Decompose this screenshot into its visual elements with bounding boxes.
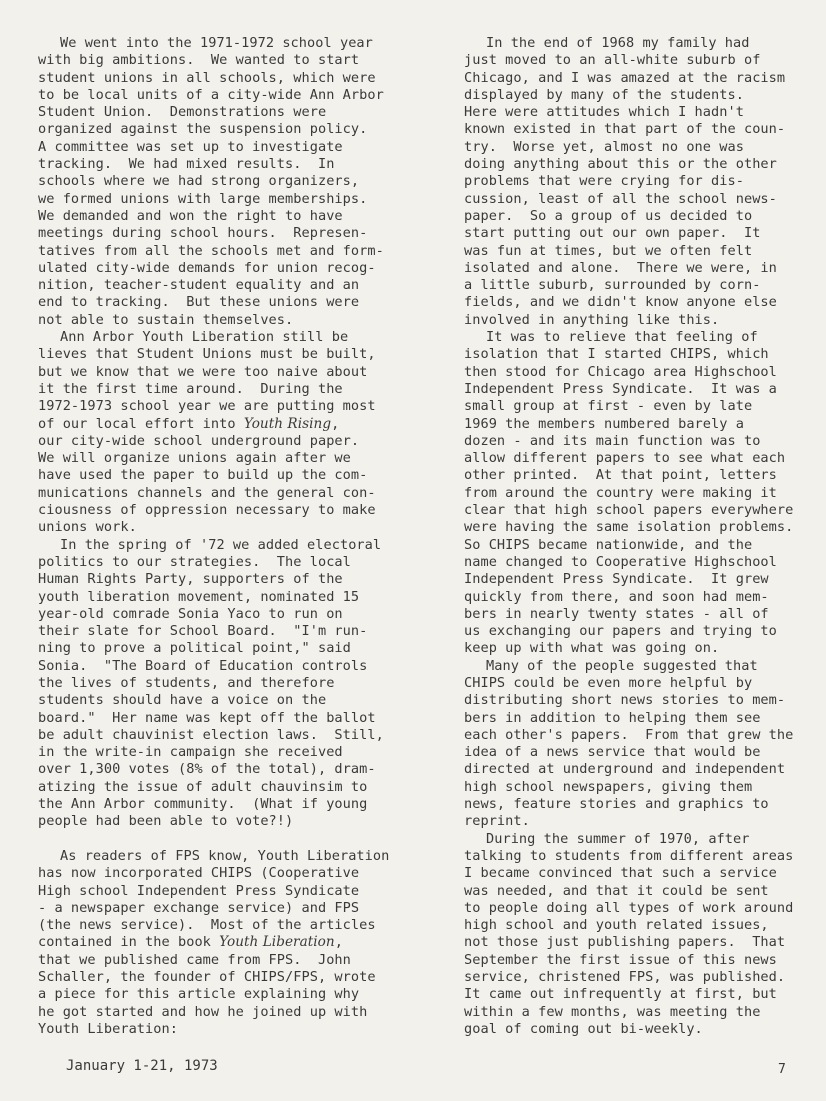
text-line: - a newspaper exchange service) and FPS: [38, 899, 360, 916]
text-line: munications channels and the general con-: [38, 484, 376, 501]
text-line: not those just publishing papers. That: [464, 934, 786, 951]
right-paragraph-3: [464, 658, 814, 831]
text-line: displayed by many of the students.: [464, 86, 744, 103]
text-line: student unions in all schools, which were: [38, 69, 376, 86]
text-line: was fun at times, but we often felt: [464, 242, 753, 259]
text-line: dozen - and its main function was to: [464, 432, 761, 449]
text-line: quickly from there, and soon had mem-: [464, 588, 769, 605]
left-paragraph-4: [38, 848, 418, 1038]
text-line: paper. So a group of us decided to: [464, 207, 753, 224]
text-line: politics to our strategies. The local: [38, 553, 351, 570]
right-paragraph-4: [464, 831, 814, 1039]
text-line: Independent Press Syndicate. It was a: [464, 380, 777, 397]
text-run: contained in the book: [38, 934, 220, 951]
text-line: We demanded and won the right to have: [38, 207, 343, 224]
text-line: meetings during school hours. Represen-: [38, 225, 368, 242]
text-run: ,: [331, 415, 340, 432]
text-line: he got started and how he joined up with: [38, 1003, 368, 1020]
text-line: youth liberation movement, nominated 15: [38, 588, 360, 605]
text-line: try. Worse yet, almost no one was: [464, 138, 744, 155]
text-line: start putting out our own paper. It: [464, 225, 761, 242]
text-line: During the summer of 1970, after: [486, 830, 750, 847]
text-line: We will organize unions again after we: [38, 450, 351, 467]
text-line: keep up with what was going on.: [464, 640, 720, 657]
text-line: organized against the suspension policy.: [38, 121, 368, 138]
text-line: to be local units of a city-wide Ann Arbor: [38, 86, 384, 103]
text-line: idea of a news service that would be: [464, 744, 761, 761]
text-line: service, christened FPS, was published.: [464, 969, 786, 986]
text-run: of our local effort into: [38, 415, 244, 432]
right-column: [464, 35, 814, 1038]
text-line: end to tracking. But these unions were: [38, 294, 360, 311]
text-line: A committee was set up to investigate: [38, 138, 343, 155]
text-line: Youth Liberation:: [38, 1020, 178, 1037]
text-line: Ann Arbor Youth Liberation still be: [60, 329, 349, 346]
text-line: As readers of FPS know, Youth Liberation: [60, 847, 390, 864]
text-line: we formed unions with large memberships.: [38, 190, 368, 207]
text-line: but we know that we were too naive about: [38, 363, 368, 380]
text-line: Schaller, the founder of CHIPS/FPS, wrote: [38, 969, 376, 986]
text-line: over 1,300 votes (8% of the total), dram-: [38, 761, 376, 778]
text-line: then stood for Chicago area Highschool: [464, 363, 777, 380]
text-line: not able to sustain themselves.: [38, 311, 294, 328]
text-line: Student Union. Demonstrations were: [38, 104, 327, 121]
left-paragraph-2: [38, 329, 418, 537]
text-line: bers in nearly twenty states - all of: [464, 605, 769, 622]
text-line: other printed. At that point, letters: [464, 467, 777, 484]
text-line: was needed, and that it could be sent: [464, 882, 769, 899]
text-line: [38, 416, 418, 433]
text-line: people had been able to vote?!): [38, 813, 294, 830]
text-line: have used the paper to build up the com-: [38, 467, 368, 484]
text-line: isolation that I started CHIPS, which: [464, 346, 769, 363]
text-line: their slate for School Board. "I'm run-: [38, 623, 368, 640]
text-line: lieves that Student Unions must be built,: [38, 346, 376, 363]
text-line: in the write-in campaign she received: [38, 744, 343, 761]
text-line: known existed in that part of the coun-: [464, 121, 786, 138]
text-line: directed at underground and independent: [464, 761, 786, 778]
text-line: isolated and alone. There we were, in: [464, 259, 777, 276]
text-line: small group at first - even by late: [464, 398, 753, 415]
left-column: [38, 35, 418, 1038]
text-line: that we published came from FPS. John: [38, 951, 351, 968]
text-line: cussion, least of all the school news-: [464, 190, 777, 207]
text-line: schools where we had strong organizers,: [38, 173, 360, 190]
text-line: high school newspapers, giving them: [464, 778, 753, 795]
italic-title: Youth Liberation: [219, 934, 335, 951]
footer-date: January 1-21, 1973: [66, 1058, 218, 1074]
text-line: Chicago, and I was amazed at the racism: [464, 69, 786, 86]
italic-title: Youth Rising: [243, 415, 332, 432]
text-line: year-old comrade Sonia Yaco to run on: [38, 605, 343, 622]
text-line: atizing the issue of adult chauvinsim to: [38, 778, 368, 795]
text-line: be adult chauvinist election laws. Still,: [38, 726, 384, 743]
right-paragraph-1: [464, 35, 814, 329]
text-line: Many of the people suggested that: [486, 657, 758, 674]
text-line: just moved to an all-white suburb of: [464, 52, 761, 69]
text-line: tatives from all the schools met and form-: [38, 242, 384, 259]
text-line: I became convinced that such a service: [464, 865, 777, 882]
text-line: In the end of 1968 my family had: [486, 35, 750, 51]
text-line: to people doing all types of work around: [464, 899, 794, 916]
text-line: Human Rights Party, supporters of the: [38, 571, 343, 588]
text-line: involved in anything like this.: [464, 311, 720, 328]
text-line: problems that were crying for dis-: [464, 173, 744, 190]
text-line: ning to prove a political point," said: [38, 640, 351, 657]
text-line: the Ann Arbor community. (What if young: [38, 796, 368, 813]
text-line: a piece for this article explaining why: [38, 986, 360, 1003]
text-line: goal of coming out bi-weekly.: [464, 1020, 703, 1037]
text-line: our city-wide school underground paper.: [38, 432, 360, 449]
text-line: bers in addition to helping them see: [464, 709, 761, 726]
text-line: Independent Press Syndicate. It grew: [464, 571, 769, 588]
text-line: clear that high school papers everywhere: [464, 502, 794, 519]
text-line: the lives of students, and therefore: [38, 674, 335, 691]
text-line: within a few months, was meeting the: [464, 1003, 761, 1020]
text-line: it the first time around. During the: [38, 380, 343, 397]
text-line: with big ambitions. We wanted to start: [38, 52, 360, 69]
text-line: us exchanging our papers and trying to: [464, 623, 777, 640]
text-line: reprint.: [464, 813, 530, 830]
text-line: high school and youth related issues,: [464, 917, 769, 934]
text-line: news, feature stories and graphics to: [464, 796, 769, 813]
text-line: a little suburb, surrounded by corn-: [464, 277, 761, 294]
text-line: CHIPS could be even more helpful by: [464, 674, 753, 691]
text-line: unions work.: [38, 519, 137, 536]
text-line: September the first issue of this news: [464, 951, 777, 968]
text-line: fields, and we didn't know anyone else: [464, 294, 777, 311]
text-line: 1969 the members numbered barely a: [464, 415, 744, 432]
text-line: allow different papers to see what each: [464, 450, 786, 467]
text-line: We went into the 1971-1972 school year: [60, 35, 373, 51]
text-line: [38, 934, 418, 951]
text-line: Here were attitudes which I hadn't: [464, 104, 744, 121]
text-line: talking to students from different areas: [464, 847, 794, 864]
text-line: In the spring of '72 we added electoral: [60, 536, 382, 553]
paragraph-gap: [38, 831, 418, 848]
text-line: has now incorporated CHIPS (Cooperative: [38, 865, 360, 882]
text-line: Sonia. "The Board of Education controls: [38, 657, 368, 674]
text-line: 1972-1973 school year we are putting most: [38, 398, 376, 415]
text-line: name changed to Cooperative Highschool: [464, 553, 777, 570]
text-line: It was to relieve that feeling of: [486, 329, 758, 346]
text-line: doing anything about this or the other: [464, 156, 777, 173]
left-paragraph-3: [38, 537, 418, 831]
text-line: ulated city-wide demands for union recog-: [38, 259, 376, 276]
text-line: So CHIPS became nationwide, and the: [464, 536, 753, 553]
page-number: 7: [778, 1062, 786, 1077]
text-run: ,: [334, 934, 343, 951]
text-line: (the news service). Most of the articles: [38, 917, 376, 934]
left-paragraph-1: [38, 35, 418, 329]
text-line: board." Her name was kept off the ballot: [38, 709, 376, 726]
text-line: each other's papers. From that grew the: [464, 726, 794, 743]
text-line: from around the country were making it: [464, 484, 777, 501]
text-line: ciousness of oppression necessary to make: [38, 502, 376, 519]
text-line: were having the same isolation problems.: [464, 519, 794, 536]
text-line: It came out infrequently at first, but: [464, 986, 777, 1003]
text-line: students should have a voice on the: [38, 692, 327, 709]
text-line: High school Independent Press Syndicate: [38, 882, 360, 899]
text-line: distributing short news stories to mem-: [464, 692, 786, 709]
text-line: nition, teacher-student equality and an: [38, 277, 360, 294]
right-paragraph-2: [464, 329, 814, 658]
text-line: tracking. We had mixed results. In: [38, 156, 335, 173]
